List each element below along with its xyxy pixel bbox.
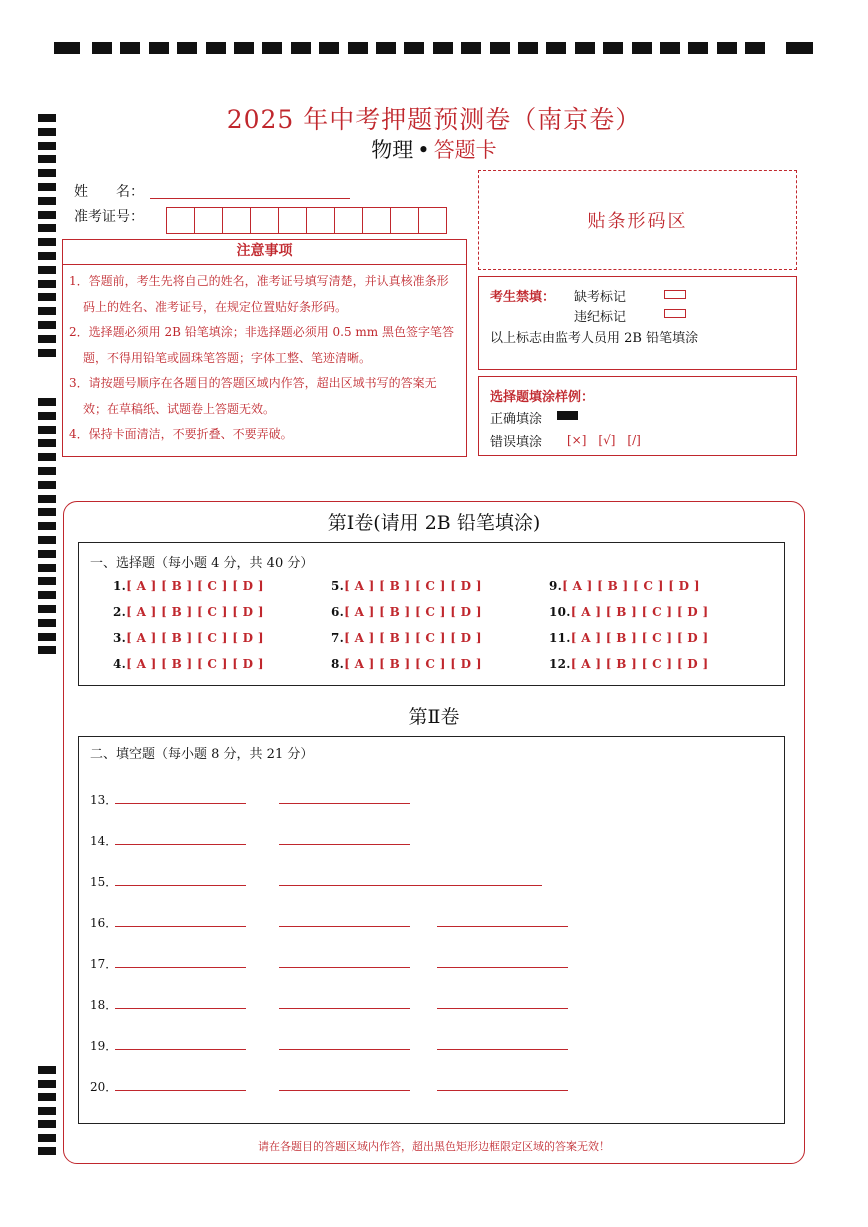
- violation-mark-label: 违纪标记: [574, 310, 627, 325]
- fb-question-number: 19．: [90, 1039, 118, 1053]
- mc-question-number: 9.: [549, 579, 563, 593]
- separator-dot: •: [417, 138, 430, 162]
- fb-question-number: 20．: [90, 1080, 118, 1094]
- fb-answer-line[interactable]: [279, 1049, 410, 1050]
- barcode-label: 贴条形码区: [587, 211, 688, 232]
- page-title: 2025 年中考押题预测卷（南京卷）: [226, 105, 642, 134]
- notice-item: 4．保持卡面清洁，不要折叠、不要弄破。: [69, 427, 293, 441]
- part2-title: 第Ⅱ卷: [408, 706, 460, 728]
- timing-mark: [38, 453, 56, 461]
- timing-mark: [38, 550, 56, 558]
- notice-body: [62, 264, 467, 457]
- fb-answer-line[interactable]: [437, 1049, 568, 1050]
- mc-question-number: 4.: [113, 657, 127, 671]
- mc-question[interactable]: [549, 657, 708, 671]
- fb-question-number: 15．: [90, 875, 118, 889]
- mc-question[interactable]: [331, 579, 482, 593]
- timing-mark: [149, 42, 169, 54]
- part1-title: 第Ⅰ卷(请用 2B 铅笔填涂): [327, 512, 541, 534]
- exam-id-digit-box[interactable]: [250, 207, 279, 234]
- exam-id-digit-box[interactable]: [222, 207, 251, 234]
- mc-question-number: 5.: [331, 579, 345, 593]
- timing-mark: [717, 42, 737, 54]
- subject-label: 物理: [371, 138, 414, 162]
- mc-question-number: 8.: [331, 657, 345, 671]
- timing-mark: [38, 619, 56, 627]
- mc-question[interactable]: [549, 631, 708, 645]
- timing-mark: [38, 426, 56, 434]
- mc-options[interactable]: [ A ] [ B ] [ C ] [ D ]: [126, 657, 264, 671]
- mc-question-number: 6.: [331, 605, 345, 619]
- fb-answer-line[interactable]: [115, 926, 246, 927]
- exam-id-digit-box[interactable]: [362, 207, 391, 234]
- timing-mark: [38, 169, 56, 177]
- mc-question[interactable]: [113, 657, 264, 671]
- timing-mark: [546, 42, 566, 54]
- fb-answer-line[interactable]: [437, 926, 568, 927]
- fb-question-number: 17．: [90, 957, 118, 971]
- fb-question-number: 14．: [90, 834, 118, 848]
- mc-options[interactable]: [ A ] [ B ] [ C ] [ D ]: [570, 605, 709, 619]
- mc-options[interactable]: [ A ] [ B ] [ C ] [ D ]: [126, 605, 264, 619]
- name-field[interactable]: [150, 198, 350, 199]
- timing-mark: [786, 42, 813, 54]
- fb-answer-line[interactable]: [115, 844, 246, 845]
- exam-id-digit-box[interactable]: [418, 207, 447, 234]
- exam-id-digit-box[interactable]: [194, 207, 223, 234]
- fb-answer-line[interactable]: [279, 885, 542, 886]
- mc-question[interactable]: [331, 631, 482, 645]
- fb-answer-line[interactable]: [279, 1008, 410, 1009]
- notice-item: 1．答题前，考生先将自己的姓名，准考证号填写清楚，并认真核准条形码上的姓名、准考证号，在规定位置贴好条形码。: [69, 274, 449, 314]
- timing-mark: [38, 495, 56, 503]
- timing-mark: [38, 197, 56, 205]
- fb-answer-line[interactable]: [115, 885, 246, 886]
- timing-mark: [38, 646, 56, 654]
- mc-question[interactable]: [549, 579, 700, 593]
- fb-answer-line[interactable]: [437, 1090, 568, 1091]
- timing-mark: [38, 1080, 56, 1088]
- prohibited-note: 以上标志由监考人员用 2B 铅笔填涂: [490, 331, 699, 346]
- timing-mark: [38, 591, 56, 599]
- timing-mark: [92, 42, 112, 54]
- timing-mark: [38, 307, 56, 315]
- timing-mark: [38, 1107, 56, 1115]
- fb-answer-line[interactable]: [115, 803, 246, 804]
- timing-mark: [291, 42, 311, 54]
- card-label: 答题卡: [433, 138, 497, 162]
- timing-mark: [38, 1120, 56, 1128]
- timing-mark: [38, 412, 56, 420]
- fb-answer-line[interactable]: [279, 926, 410, 927]
- timing-mark: [206, 42, 226, 54]
- timing-mark: [38, 183, 56, 191]
- timing-mark: [688, 42, 708, 54]
- fill-sample-box: [478, 376, 797, 456]
- wrong-fill-examples: [×] [√] [/]: [567, 433, 641, 447]
- multiple-choice-box: [78, 542, 785, 686]
- exam-id-boxes[interactable]: [166, 207, 446, 234]
- fb-answer-line[interactable]: [115, 967, 246, 968]
- page-subtitle: [0, 134, 868, 164]
- timing-mark: [38, 293, 56, 301]
- timing-mark: [38, 238, 56, 246]
- timing-mark: [38, 439, 56, 447]
- timing-mark: [490, 42, 510, 54]
- timing-mark: [319, 42, 339, 54]
- mc-question-number: 2.: [113, 605, 127, 619]
- exam-id-label: 准考证号：: [74, 209, 144, 225]
- timing-mark: [518, 42, 538, 54]
- timing-mark: [404, 42, 424, 54]
- mc-question-number: 12.: [549, 657, 571, 671]
- exam-id-digit-box[interactable]: [166, 207, 195, 234]
- correct-fill-label: 正确填涂: [490, 412, 543, 427]
- mc-question[interactable]: [331, 605, 482, 619]
- mc-options[interactable]: [ A ] [ B ] [ C ] [ D ]: [344, 657, 482, 671]
- timing-mark: [433, 42, 453, 54]
- timing-mark: [38, 398, 56, 406]
- mc-question-number: 10.: [549, 605, 571, 619]
- fb-answer-line[interactable]: [115, 1049, 246, 1050]
- fill-blank-box: [78, 736, 785, 1124]
- timing-mark: [120, 42, 140, 54]
- timing-mark: [461, 42, 481, 54]
- wrong-fill-label: 错误填涂: [490, 435, 543, 450]
- examinee-prohibited-box: [478, 276, 797, 370]
- timing-mark: [38, 605, 56, 613]
- mc-options[interactable]: [ A ] [ B ] [ C ] [ D ]: [570, 631, 709, 645]
- timing-mark: [38, 536, 56, 544]
- fb-answer-line[interactable]: [279, 844, 410, 845]
- timing-mark: [38, 280, 56, 288]
- timing-mark: [38, 467, 56, 475]
- absent-mark-label: 缺考标记: [574, 290, 627, 305]
- mc-options[interactable]: [ A ] [ B ] [ C ] [ D ]: [344, 605, 482, 619]
- mc-options[interactable]: [ A ] [ B ] [ C ] [ D ]: [570, 657, 709, 671]
- footer-note: 请在各题目的答题区域内作答，超出黑色矩形边框限定区域的答案无效！: [258, 1140, 610, 1153]
- mc-options[interactable]: [ A ] [ B ] [ C ] [ D ]: [126, 631, 264, 645]
- timing-mark: [603, 42, 623, 54]
- timing-mark: [54, 42, 80, 54]
- fb-answer-line[interactable]: [279, 967, 410, 968]
- timing-mark: [38, 266, 56, 274]
- timing-mark: [38, 335, 56, 343]
- barcode-area: [478, 170, 797, 270]
- timing-mark: [38, 349, 56, 357]
- timing-mark: [38, 481, 56, 489]
- fb-question-number: 13．: [90, 793, 118, 807]
- timing-mark: [38, 577, 56, 585]
- exam-id-digit-box[interactable]: [334, 207, 363, 234]
- mc-question-number: 1.: [113, 579, 127, 593]
- timing-mark: [38, 321, 56, 329]
- notice-heading: 注意事项: [62, 239, 467, 265]
- violation-mark-box[interactable]: [664, 309, 686, 318]
- fb-answer-line[interactable]: [279, 803, 410, 804]
- timing-mark: [632, 42, 652, 54]
- mc-options[interactable]: [ A ] [ B ] [ C ] [ D ]: [344, 579, 482, 593]
- mc-question[interactable]: [113, 579, 264, 593]
- fb-section-title: 二、填空题（每小题 8 分，共 21 分）: [90, 747, 314, 762]
- mc-options[interactable]: [ A ] [ B ] [ C ] [ D ]: [562, 579, 700, 593]
- timing-mark: [38, 564, 56, 572]
- sample-title: 选择题填涂样例：: [490, 390, 595, 405]
- timing-mark: [376, 42, 396, 54]
- timing-mark: [38, 633, 56, 641]
- mc-question[interactable]: [549, 605, 708, 619]
- mc-question-number: 11.: [549, 631, 571, 645]
- exam-id-digit-box[interactable]: [390, 207, 419, 234]
- timing-mark: [234, 42, 254, 54]
- timing-mark: [38, 211, 56, 219]
- timing-mark: [660, 42, 680, 54]
- name-label: 姓 名：: [74, 184, 144, 200]
- fb-answer-line[interactable]: [437, 967, 568, 968]
- fb-question-number: 18．: [90, 998, 118, 1012]
- timing-mark: [38, 1093, 56, 1101]
- prohibited-title: 考生禁填：: [490, 290, 556, 305]
- mc-question-number: 3.: [113, 631, 127, 645]
- fb-answer-line[interactable]: [437, 1008, 568, 1009]
- timing-mark: [38, 1066, 56, 1074]
- mc-question[interactable]: [113, 631, 264, 645]
- fb-answer-line[interactable]: [115, 1090, 246, 1091]
- correct-fill-example: [557, 411, 578, 420]
- exam-id-digit-box[interactable]: [278, 207, 307, 234]
- absent-mark-box[interactable]: [664, 290, 686, 299]
- timing-mark: [38, 224, 56, 232]
- fb-answer-line[interactable]: [115, 1008, 246, 1009]
- timing-mark: [745, 42, 765, 54]
- timing-mark: [38, 252, 56, 260]
- mc-options[interactable]: [ A ] [ B ] [ C ] [ D ]: [126, 579, 264, 593]
- mc-options[interactable]: [ A ] [ B ] [ C ] [ D ]: [344, 631, 482, 645]
- mc-section-title: 一、选择题（每小题 4 分，共 40 分）: [90, 556, 314, 571]
- timing-mark: [262, 42, 282, 54]
- timing-mark: [177, 42, 197, 54]
- notice-item: 2．选择题必须用 2B 铅笔填涂；非选择题必须用 0.5 mm 黑色签字笔答题，不得用铅笔或圆珠笔答题；字体工整、笔迹清晰。: [69, 325, 455, 365]
- fb-answer-line[interactable]: [279, 1090, 410, 1091]
- exam-id-digit-box[interactable]: [306, 207, 335, 234]
- timing-mark: [348, 42, 368, 54]
- notice-item: 3．请按题号顺序在各题目的答题区域内作答，超出区域书写的答案无效；在草稿纸、试题卷上答题无效。: [69, 376, 437, 416]
- mc-question[interactable]: [331, 657, 482, 671]
- mc-question-number: 7.: [331, 631, 345, 645]
- mc-question[interactable]: [113, 605, 264, 619]
- fb-question-number: 16．: [90, 916, 118, 930]
- timing-mark: [575, 42, 595, 54]
